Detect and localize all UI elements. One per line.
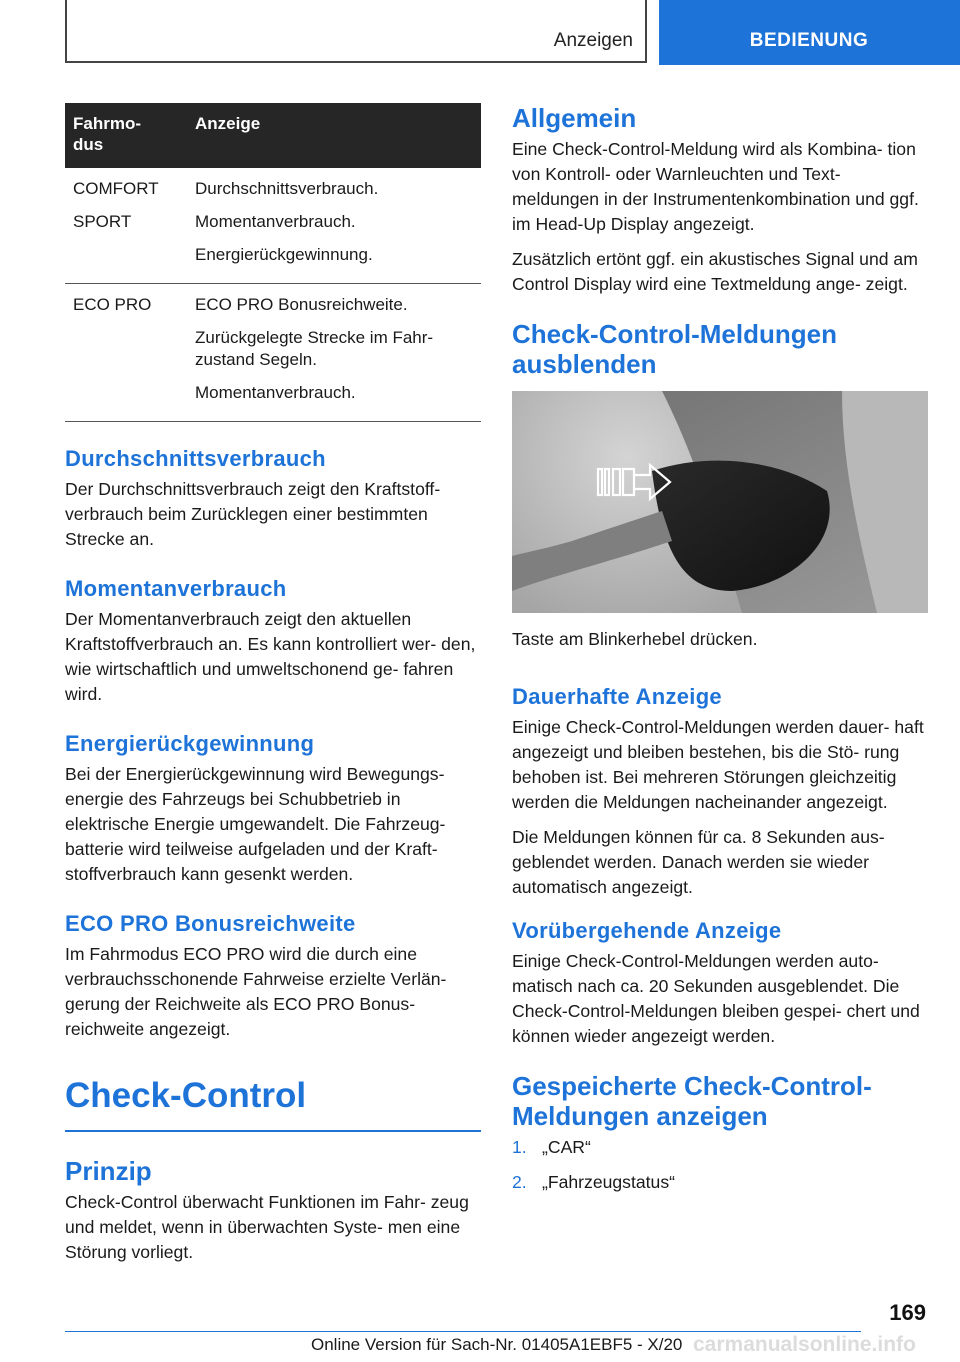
paragraph: Einige Check-Control-Meldungen werden auto- matisch nach ca. 20 Sekunden ausgeblendet. Die Check-Control-Meldungen bleiben gespei- chert und können wieder angezeigt werden.: [512, 950, 920, 1046]
paragraph: Einige Check-Control-Meldungen werden dauer- haft angezeigt und bleiben bestehen, bis die Stö- rung behoben ist. Bei mehreren Störungen gleichzeitig werden die Meldungen nacheinander angezeigt.: [512, 716, 924, 812]
paragraph: Die Meldungen können für ca. 8 Sekunden aus- geblendet werden. Danach werden sie wieder automatisch angezeigt.: [512, 826, 885, 897]
display-cell: ECO PRO Bonusreichweite.: [195, 295, 408, 314]
table-header-mode: Fahrmo- dus: [65, 103, 187, 168]
drive-mode-table: [65, 103, 481, 422]
heading-meldungen-ausblenden: Check-Control-Meldungen ausblenden: [512, 319, 837, 379]
right-column: [512, 103, 928, 1205]
display-cell: Zurückgelegte Strecke im Fahr- zustand Segeln.: [195, 328, 434, 369]
step-number: 1.: [512, 1136, 527, 1157]
heading-dauerhafte-anzeige: Dauerhafte Anzeige: [512, 683, 722, 709]
heading-allgemein: Allgemein: [512, 103, 637, 133]
footer-divider: [65, 1331, 861, 1332]
paragraph: Check-Control überwacht Funktionen im Fahr- zeug und meldet, wenn in überwachten Syste- men eine Störung vorliegt.: [65, 1192, 469, 1262]
chapter-title-check-control: Check-Control: [65, 1076, 481, 1132]
list-item: [512, 1135, 928, 1160]
watermark: carmanualsonline.info: [693, 1333, 916, 1356]
paragraph: Der Momentanverbrauch zeigt den aktuellen Kraftstoffverbrauch an. Es kann kontrolliert wer- den, wie wirtschaftlich und umweltschonend ge- fahren wird.: [65, 609, 476, 704]
paragraph: Im Fahrmodus ECO PRO wird die durch eine verbrauchsschonende Fahrweise erzielte Verlän- gerung der Reichweite als ECO PRO Bonus- reichweite angezeigt.: [65, 944, 447, 1039]
heading-eco-pro-bonusreichweite: ECO PRO Bonusreichweite: [65, 911, 356, 936]
paragraph: Eine Check-Control-Meldung wird als Kombina- tion von Kontroll- oder Warnleuchten und Text- meldungen in der Instrumentenkombination und ggf. im Head-Up Display angezeigt.: [512, 139, 919, 234]
left-column: [65, 103, 481, 1275]
header-section-label: Anzeigen: [553, 30, 633, 51]
turn-signal-lever-illustration: [512, 391, 928, 613]
mode-cell: COMFORT: [73, 179, 159, 198]
paragraph: Zusätzlich ertönt ggf. ein akustisches Signal und am Control Display wird eine Textmeldung ange- zeigt.: [512, 249, 918, 294]
heading-gespeicherte-meldungen: Gespeicherte Check-Control- Meldungen anzeigen: [512, 1070, 872, 1131]
step-text: „Fahrzeugstatus“: [542, 1171, 675, 1192]
heading-durchschnittsverbrauch: Durchschnittsverbrauch: [65, 446, 326, 471]
mode-cell: ECO PRO: [73, 295, 152, 314]
display-cell: Momentanverbrauch.: [195, 383, 356, 402]
header-section-tab: [65, 0, 647, 63]
mode-cell: SPORT: [73, 212, 132, 231]
table-row: [65, 168, 481, 284]
page-number: 169: [889, 1300, 926, 1325]
heading-energierueckgewinnung: Energierückgewinnung: [65, 731, 315, 756]
heading-voruebergehende-anzeige: Vorübergehende Anzeige: [512, 917, 782, 943]
turn-signal-lever-image: [512, 391, 928, 613]
heading-prinzip: Prinzip: [65, 1156, 152, 1186]
paragraph: Bei der Energierückgewinnung wird Bewegungs- energie des Fahrzeugs bei Schubbetrieb in elektrische Energie umgewandelt. Die Fahrzeug- batterie wird teilweise aufgeladen und der Kraft- stoffverbrauch kann gesenkt werden.: [65, 764, 446, 884]
steps-list: [512, 1135, 928, 1195]
table-row: [65, 284, 481, 422]
header-chapter-label: BEDIENUNG: [749, 30, 869, 51]
image-caption: Taste am Blinkerhebel drücken.: [512, 629, 758, 649]
display-cell: Momentanverbrauch.: [195, 212, 356, 231]
header-chapter-tab: [659, 0, 960, 65]
list-item: [512, 1170, 928, 1195]
heading-momentanverbrauch: Momentanverbrauch: [65, 576, 287, 601]
step-text: „CAR“: [542, 1136, 591, 1157]
table-header-display: Anzeige: [187, 103, 481, 168]
step-number: 2.: [512, 1171, 527, 1192]
display-cell: Energierückgewinnung.: [195, 245, 373, 264]
paragraph: Der Durchschnittsverbrauch zeigt den Kraftstoff- verbrauch beim Zurücklegen einer bestimmten Strecke an.: [65, 479, 441, 549]
display-cell: Durchschnittsverbrauch.: [195, 179, 379, 198]
footer-version-text: Online Version für Sach-Nr. 01405A1EBF5 - X/20: [311, 1335, 683, 1354]
